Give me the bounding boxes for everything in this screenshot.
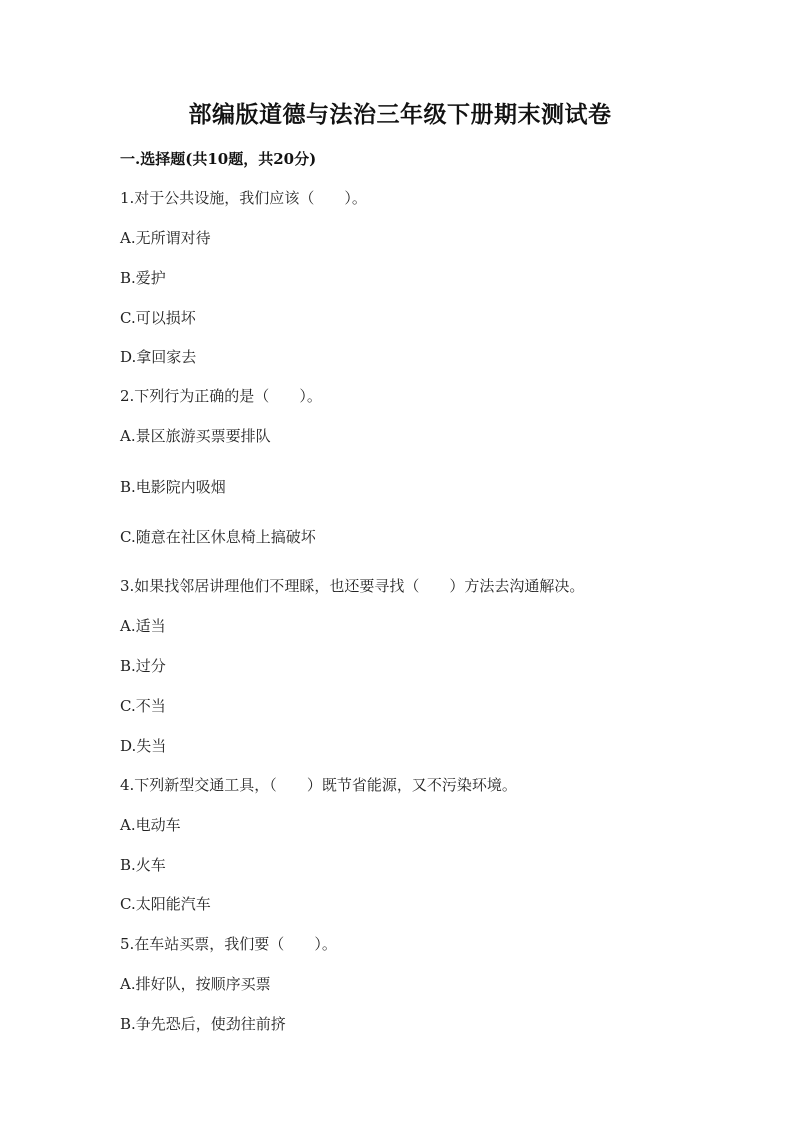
question-4-option-c: C.太阳能汽车 xyxy=(120,895,211,913)
question-2-option-a: A.景区旅游买票要排队 xyxy=(120,427,271,445)
question-5-option-b: B.争先恐后，使劲往前挤 xyxy=(120,1015,286,1033)
question-2-stem: 2.下列行为正确的是（ ）。 xyxy=(120,387,322,405)
question-3-stem: 3.如果找邻居讲理他们不理睬，也还要寻找（ ）方法去沟通解决。 xyxy=(120,577,585,595)
question-2-option-b: B.电影院内吸烟 xyxy=(120,478,226,496)
question-1-option-a: A.无所谓对待 xyxy=(120,229,211,247)
question-1-stem: 1.对于公共设施，我们应该（ ）。 xyxy=(120,189,367,207)
question-3-option-a: A.适当 xyxy=(120,617,166,635)
question-5-option-a: A.排好队，按顺序买票 xyxy=(120,975,271,993)
question-1-option-d: D.拿回家去 xyxy=(120,348,197,366)
question-3-option-d: D.失当 xyxy=(120,737,167,755)
section-heading: 一.选择题(共10题，共20分) xyxy=(120,150,317,168)
question-1-option-c: C.可以损坏 xyxy=(120,309,196,327)
question-4-stem: 4.下列新型交通工具，（ ）既节省能源，又不污染环境。 xyxy=(120,776,517,794)
question-4-option-a: A.电动车 xyxy=(120,816,181,834)
question-5-stem: 5.在车站买票，我们要（ ）。 xyxy=(120,935,337,953)
question-2-option-c: C.随意在社区休息椅上搞破坏 xyxy=(120,528,316,546)
question-4-option-b: B.火车 xyxy=(120,856,166,874)
question-1-option-b: B.爱护 xyxy=(120,269,166,287)
question-3-option-b: B.过分 xyxy=(120,657,166,675)
question-3-option-c: C.不当 xyxy=(120,697,166,715)
page-title: 部编版道德与法治三年级下册期末测试卷 xyxy=(188,101,612,128)
